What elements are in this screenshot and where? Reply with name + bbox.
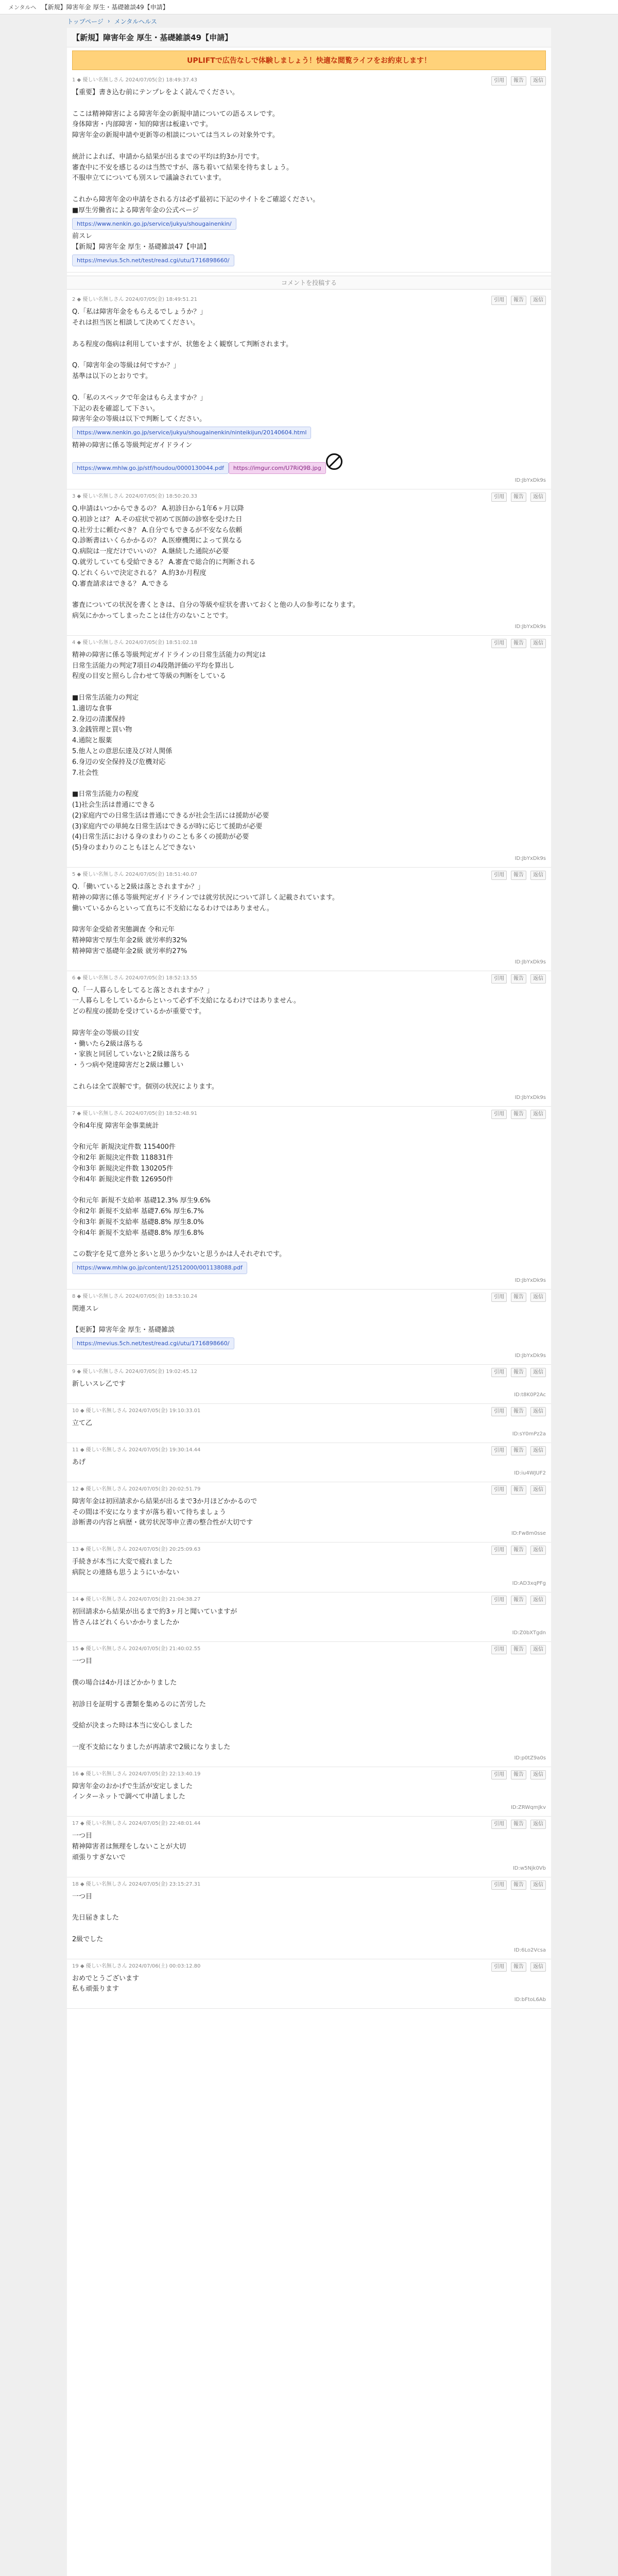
post-id: ID:Fw8m0sse — [511, 1531, 546, 1537]
breadcrumb-separator: › — [107, 18, 110, 25]
post-quote-button[interactable]: 引用 — [491, 1293, 507, 1302]
post-meta — [72, 1368, 546, 1377]
post-copy-button[interactable]: 報告 — [511, 1407, 526, 1416]
post-reply-button[interactable]: 返信 — [530, 1110, 546, 1119]
post-actions — [491, 1546, 546, 1555]
post-actions — [491, 639, 546, 648]
post-meta — [72, 1407, 546, 1416]
post-header: 19 ◆ 優しい名無しさん 2024/07/06(土) 00:03:12.80 — [72, 1963, 201, 1969]
post-comment-button[interactable]: コメントを投稿する — [67, 276, 551, 290]
post-actions — [491, 296, 546, 305]
post-meta — [72, 493, 546, 502]
post-quote-button[interactable]: 引用 — [491, 1820, 507, 1829]
post-copy-button[interactable]: 報告 — [511, 1962, 526, 1972]
post-link[interactable]: https://mevius.5ch.net/test/read.cgi/utu/1716898660/ — [72, 255, 234, 267]
post-reply-button[interactable]: 返信 — [530, 296, 546, 305]
post-header: 9 ◆ 優しい名無しさん 2024/07/05(金) 19:02:45.12 — [72, 1369, 198, 1375]
top-bar — [0, 0, 618, 14]
post-actions — [491, 1820, 546, 1829]
post-meta — [72, 76, 546, 86]
post-quote-button[interactable]: 引用 — [491, 1368, 507, 1377]
post-quote-button[interactable]: 引用 — [491, 493, 507, 502]
post-header: 10 ◆ 優しい名無しさん 2024/07/05(金) 19:10:33.01 — [72, 1408, 201, 1414]
post-header: 16 ◆ 優しい名無しさん 2024/07/05(金) 22:13:40.19 — [72, 1771, 201, 1777]
post-meta — [72, 1596, 546, 1605]
post-link[interactable]: https://mevius.5ch.net/test/read.cgi/utu/1716898660/ — [72, 1337, 234, 1350]
post — [67, 971, 551, 1107]
post — [67, 1482, 551, 1543]
post-quote-button[interactable]: 引用 — [491, 1645, 507, 1654]
post-copy-button[interactable]: 報告 — [511, 974, 526, 984]
post-header: 5 ◆ 優しい名無しさん 2024/07/05(金) 18:51:40.07 — [72, 872, 198, 877]
post-id: ID:sY0mPz2a — [512, 1431, 546, 1437]
post-copy-button[interactable]: 報告 — [511, 871, 526, 880]
post-quote-button[interactable]: 引用 — [491, 639, 507, 648]
window-title: 【新規】障害年金 厚生・基礎雑談49【申請】 — [41, 4, 169, 11]
post-meta — [72, 1546, 546, 1555]
post-meta — [72, 871, 546, 880]
post-meta — [72, 296, 546, 305]
post-id: ID:6Lo2Vcsa — [514, 1947, 546, 1953]
post-id: ID:JbYxDk9s — [514, 959, 546, 965]
post-body: おめでとうございます 私も頑張ります — [72, 1974, 140, 1993]
post-body: Q.「私は障害年金をもらえるでしょうか？」 それは担当医と相談して決めてください。 ある程度の傷病は利用していますが、状態をよく観察して判断されます。 Q.「障害年金の等級は何ですか？」 基準は以下のとおりです。 Q.「私のスペックで年金はもらえますか？」 下記の表を確認して下さい。 障害年金の等級は以下で判断してください。 — [72, 308, 293, 423]
post-link[interactable]: https://www.nenkin.go.jp/service/jukyu/shougainenkin/ninteikijun/20140604.html — [72, 427, 311, 439]
post-reply-button[interactable]: 返信 — [530, 1485, 546, 1495]
post-header: 8 ◆ 優しい名無しさん 2024/07/05(金) 18:53:10.24 — [72, 1293, 198, 1299]
post — [67, 1817, 551, 1877]
post-meta — [72, 1820, 546, 1829]
post-reply-button[interactable]: 返信 — [530, 871, 546, 880]
post-quote-button[interactable]: 引用 — [491, 296, 507, 305]
post-body: 新しいスレ乙です — [72, 1380, 126, 1388]
post-copy-button[interactable]: 報告 — [511, 1880, 526, 1890]
post-header: 2 ◆ 優しい名無しさん 2024/07/05(金) 18:49:51.21 — [72, 297, 198, 303]
post-link-caption: ■厚生労働省による障害年金の公式ページ — [72, 206, 199, 214]
post-header: 6 ◆ 優しい名無しさん 2024/07/05(金) 18:52:13.55 — [72, 975, 198, 981]
post-actions — [491, 493, 546, 502]
post-reply-button[interactable]: 返信 — [530, 1407, 546, 1416]
post-quote-button[interactable]: 引用 — [491, 1962, 507, 1972]
post-header: 3 ◆ 優しい名無しさん 2024/07/05(金) 18:50:20.33 — [72, 494, 198, 500]
post-id: ID:JbYxDk9s — [514, 1353, 546, 1359]
post-actions — [491, 871, 546, 880]
post — [67, 1290, 551, 1365]
thread-main — [67, 28, 551, 2576]
post-meta — [72, 1880, 546, 1890]
post-actions — [491, 1596, 546, 1605]
post-link-caption: 精神の障害に係る等級判定ガイドライン — [72, 441, 193, 449]
post-quote-button[interactable]: 引用 — [491, 1880, 507, 1890]
post-reply-button[interactable]: 返信 — [530, 1880, 546, 1890]
post-actions — [491, 1407, 546, 1416]
post-copy-button[interactable]: 報告 — [511, 76, 526, 86]
post-body: Q.申請はいつからできるの？ A.初診日から1年6ヶ月以降 Q.初診とは？ A.その症状で初めて医師の診察を受けた日 Q.社労士に頼むべき？ A.自分でもできるが不安なら依頼 Q.診断書はいくらかかるの？ A.医療機関によって異なる Q.病院は一度だけでいいの？ A.継続した通院が必要 Q.就労していても受給できる？ A.審査で総合的に判断される Q.どれくらいで決定される？ A.約3か月程度 Q.審査請求はできる？ A.できる 審査についての状況を書くときは、自分の等級や症状を書いておくと他の人の参考になります。 病気にかかってしまったことは仕方のないことです。 — [72, 505, 359, 620]
post-body: 一つ目 先日届きました 2級でした — [72, 1892, 119, 1943]
post-copy-button[interactable]: 報告 — [511, 1770, 526, 1780]
post-header: 14 ◆ 優しい名無しさん 2024/07/05(金) 21:04:38.27 — [72, 1596, 201, 1602]
post-link[interactable]: https://www.mhlw.go.jp/content/12512000/001138088.pdf — [72, 1262, 247, 1274]
post-body: 【重要】書き込む前にテンプレをよく読んでください。 ここは精神障害による障害年金の新規申請についての語るスレです。 身体障害・内部障害・知的障害は板違いです。 障害年金の新規申請や更新等の相談については当スレの対象外です。 統計によれば、申請から結果が出るまでの平均は約3か月です。 審査中に不安を感じるのは当然ですが、落ち着いて結果を待ちましょう。 不服申立てについても別スレで議論されています。 これから障害年金の申請をされる方は必ず最初に下記のサイトをご確認ください。 — [72, 89, 320, 204]
post-id: ID:JbYxDk9s — [514, 623, 546, 630]
post-id: ID:p0tZ9a0s — [514, 1755, 546, 1761]
post-id: ID:Z0bXTgdn — [512, 1630, 546, 1636]
post — [67, 1404, 551, 1443]
post — [67, 73, 551, 273]
post-id: ID:JbYxDk9s — [514, 1094, 546, 1100]
post-body: あげ — [72, 1459, 86, 1467]
post-header: 12 ◆ 優しい名無しさん 2024/07/05(金) 20:02:51.79 — [72, 1486, 201, 1492]
post-reply-button[interactable]: 返信 — [530, 974, 546, 984]
post-id: ID:bFtoL6Ab — [514, 1997, 546, 2003]
post-id: ID:t8K0P2Ac — [514, 1392, 546, 1398]
post-id: ID:ZRWqmJkv — [510, 1805, 546, 1811]
post — [67, 293, 551, 489]
post-quote-button[interactable]: 引用 — [491, 1446, 507, 1455]
post-list — [67, 73, 551, 2009]
breadcrumb — [0, 14, 618, 28]
post-copy-button[interactable]: 報告 — [511, 493, 526, 502]
post-copy-button[interactable]: 報告 — [511, 1110, 526, 1119]
post-header: 17 ◆ 優しい名無しさん 2024/07/05(金) 22:48:01.44 — [72, 1821, 201, 1827]
post-actions — [491, 1962, 546, 1972]
post-reply-button[interactable]: 返信 — [530, 1293, 546, 1302]
post-link[interactable]: https://www.mhlw.go.jp/stf/houdou/0000130044.pdf — [72, 462, 229, 474]
post-meta — [72, 1293, 546, 1302]
post-meta — [72, 974, 546, 984]
post-body: 一つ目 僕の場合は4か月ほどかかりました 初診日を証明する書類を集めるのに苦労した 受給が決まった時は本当に安心しました 一度不支給になりましたが再請求で2級になりました — [72, 1657, 231, 1751]
post-id: ID:JbYxDk9s — [514, 856, 546, 861]
post-quote-button[interactable]: 引用 — [491, 1596, 507, 1605]
post-reply-button[interactable]: 返信 — [530, 1546, 546, 1555]
post-copy-button[interactable]: 報告 — [511, 1820, 526, 1829]
post — [67, 1543, 551, 1592]
post-actions — [491, 1293, 546, 1302]
post-actions — [491, 1368, 546, 1377]
post — [67, 1767, 551, 1817]
post-body: 障害年金は初回請求から結果が出るまで3か月ほどかかるので その間は不安になりますが落ち着いて待ちましょう 診断書の内容と病歴・就労状況等申立書の整合性が大切です — [72, 1497, 258, 1527]
post-quote-button[interactable]: 引用 — [491, 1110, 507, 1119]
post-body: 初回請求から結果が出るまで約3ヶ月と聞いていますが 皆さんはどれくらいかかりましたか — [72, 1607, 237, 1626]
no-image-icon[interactable] — [326, 453, 342, 470]
post-quote-button[interactable]: 引用 — [491, 76, 507, 86]
post-header: 7 ◆ 優しい名無しさん 2024/07/05(金) 18:52:48.91 — [72, 1110, 198, 1116]
post-id: ID:iu4WJUF2 — [514, 1470, 546, 1476]
post-header: 13 ◆ 優しい名無しさん 2024/07/05(金) 20:25:09.63 — [72, 1547, 201, 1553]
post-meta — [72, 1110, 546, 1119]
post — [67, 1592, 551, 1642]
post-copy-button[interactable]: 報告 — [511, 1485, 526, 1495]
post-meta — [72, 1962, 546, 1972]
post-header: 15 ◆ 優しい名無しさん 2024/07/05(金) 21:40:02.55 — [72, 1646, 201, 1652]
ad-banner[interactable]: UPLIFTで広告なしで体験しましょう！快適な閲覧ライフをお約束します！ — [72, 50, 546, 70]
post-body: 障害年金のおかげで生活が安定しました インターネットで調べて申請しました — [72, 1782, 193, 1801]
post-meta — [72, 1645, 546, 1654]
post-actions — [491, 1485, 546, 1495]
post-reply-button[interactable]: 返信 — [530, 1962, 546, 1972]
post-reply-button[interactable]: 返信 — [530, 76, 546, 86]
post-copy-button[interactable]: 報告 — [511, 1368, 526, 1377]
post-actions — [491, 1110, 546, 1119]
post-quote-button[interactable]: 引用 — [491, 871, 507, 880]
post-link[interactable]: https://www.nenkin.go.jp/service/jukyu/shougainenkin/ — [72, 218, 236, 230]
post — [67, 1365, 551, 1404]
post-header: 1 ◆ 優しい名無しさん 2024/07/05(金) 18:49:37.43 — [72, 77, 198, 83]
post-copy-button[interactable]: 報告 — [511, 1596, 526, 1605]
post-body: 精神の障害に係る等級判定ガイドラインの日常生活能力の判定は 日常生活能力の判定7項目の4段階評価の平均を算出し 程度の目安と照らし合わせて等級の判断をしている ■日常生活能力の判定 1.適切な食事 2.身辺の清潔保持 3.金銭管理と買い物 4.通院と服薬 5.他人との意思伝達及び対人関係 6.身辺の安全保持及び危機対応 7.社会性 ■日常生活能力の程度 (1)社会生活は普通にできる (2)家庭内での日常生活は普通にできるが社会生活には援助が必要 (3)家庭内での単純な日常生活はできるが時に応じて援助が必要 (4)日常生活における身のまわりのことも多くの援助が必要 (5)身のまわりのこともほとんどできない — [72, 651, 269, 852]
post-header: 11 ◆ 優しい名無しさん 2024/07/05(金) 19:30:14.44 — [72, 1447, 201, 1453]
post-id: ID:JbYxDk9s — [514, 1277, 546, 1283]
post-link-caption: 【新規】障害年金 厚生・基礎雑談47【申請】 — [72, 243, 210, 251]
site-name[interactable]: メンタルヘ — [8, 4, 37, 11]
post-quote-button[interactable]: 引用 — [491, 1546, 507, 1555]
post-reply-button[interactable]: 返信 — [530, 493, 546, 502]
post-reply-button[interactable]: 返信 — [530, 639, 546, 648]
post — [67, 636, 551, 868]
post-meta — [72, 1770, 546, 1780]
post-body: 手続きが本当に大変で疲れました 病院との連絡も思うようにいかない — [72, 1558, 180, 1577]
breadcrumb-top[interactable]: トップページ — [67, 18, 104, 25]
post-copy-button[interactable]: 報告 — [511, 296, 526, 305]
post-id: ID:w5Njk0Vb — [512, 1865, 546, 1871]
post-body: 令和4年度 障害年金事業統計 令和元年 新規決定件数 115400件 令和2年 新規決定件数 118831件 令和3年 新規決定件数 130205件 令和4年 新規決定件数 126950件 令和元年 新規不支給率 基礎12.3% 厚生9.6% 令和2年 新規不支給率 基礎7.6% 厚生6.7% 令和3年 新規不支給率 基礎8.8% 厚生8.0% 令和4年 新規不支給率 基礎8.8% 厚生6.8% この数字を見て意外と多いと思うか少ないと思うかは人それぞれです。 — [72, 1122, 286, 1259]
post-actions — [491, 974, 546, 984]
post-quote-button[interactable]: 引用 — [491, 1485, 507, 1495]
breadcrumb-category[interactable]: メンタルヘルス — [114, 18, 157, 25]
post-body: 関連スレ 【更新】障害年金 厚生・基礎雑談 — [72, 1304, 175, 1334]
post-quote-button[interactable]: 引用 — [491, 1770, 507, 1780]
post-copy-button[interactable]: 報告 — [511, 1546, 526, 1555]
thread-title: 【新規】障害年金 厚生・基礎雑談49【申請】 — [67, 28, 551, 47]
post — [67, 1877, 551, 1959]
post-actions — [491, 1770, 546, 1780]
post-header: 18 ◆ 優しい名無しさん 2024/07/05(金) 23:15:27.31 — [72, 1881, 201, 1887]
post-body: 一つ目 精神障害者は無理をしないことが大切 頑張りすぎないで — [72, 1832, 186, 1861]
post-body: 立て乙 — [72, 1419, 93, 1428]
post-id: ID:AD3xqPFg — [512, 1580, 546, 1586]
post — [67, 868, 551, 971]
post-link[interactable]: https://imgur.com/U7RiQ9B.jpg — [229, 462, 326, 474]
post-copy-button[interactable]: 報告 — [511, 1293, 526, 1302]
post-body: Q.「一人暮らしをしてると落とされますか？」 一人暮らしをしているからといって必ず不支給になるわけではありません。 どの程度の援助を受けているかが重要です。 障害年金の等級の目安 ・働いたら2級は落ちる ・家族と同居していないと2級は落ちる ・うつ病や発達障害だと2級は難しい これらは全て誤解です。個別の状況によります。 — [72, 986, 300, 1091]
post — [67, 1443, 551, 1482]
post-actions — [491, 76, 546, 86]
post-quote-button[interactable]: 引用 — [491, 974, 507, 984]
post-quote-button[interactable]: 引用 — [491, 1407, 507, 1416]
post-id: ID:JbYxDk9s — [514, 478, 546, 484]
post — [67, 1959, 551, 2009]
post-reply-button[interactable]: 返信 — [530, 1820, 546, 1829]
post-meta — [72, 1446, 546, 1455]
post-copy-button[interactable]: 報告 — [511, 1446, 526, 1455]
post-actions — [491, 1880, 546, 1890]
post-reply-button[interactable]: 返信 — [530, 1368, 546, 1377]
post-reply-button[interactable]: 返信 — [530, 1596, 546, 1605]
post-reply-button[interactable]: 返信 — [530, 1770, 546, 1780]
post-meta — [72, 639, 546, 648]
post-reply-button[interactable]: 返信 — [530, 1645, 546, 1654]
post-copy-button[interactable]: 報告 — [511, 1645, 526, 1654]
post — [67, 489, 551, 636]
post-reply-button[interactable]: 返信 — [530, 1446, 546, 1455]
post-link-caption: 前スレ — [72, 232, 93, 241]
post-copy-button[interactable]: 報告 — [511, 639, 526, 648]
post-body: Q.「働いていると2級は落とされますか？」 精神の障害に係る等級判定ガイドラインでは就労状況について詳しく記載されています。 働いているからといって直ちに不支給になるわけではありません。 障害年金受給者実態調査 令和元年 精神障害で厚生年金2級 就労率約32% 精神障害で基礎年金2級 就労率約27% — [72, 883, 339, 955]
post-actions — [491, 1645, 546, 1654]
post — [67, 1107, 551, 1290]
post-meta — [72, 1485, 546, 1495]
post-header: 4 ◆ 優しい名無しさん 2024/07/05(金) 18:51:02.18 — [72, 639, 198, 646]
post — [67, 1642, 551, 1767]
post-actions — [491, 1446, 546, 1455]
